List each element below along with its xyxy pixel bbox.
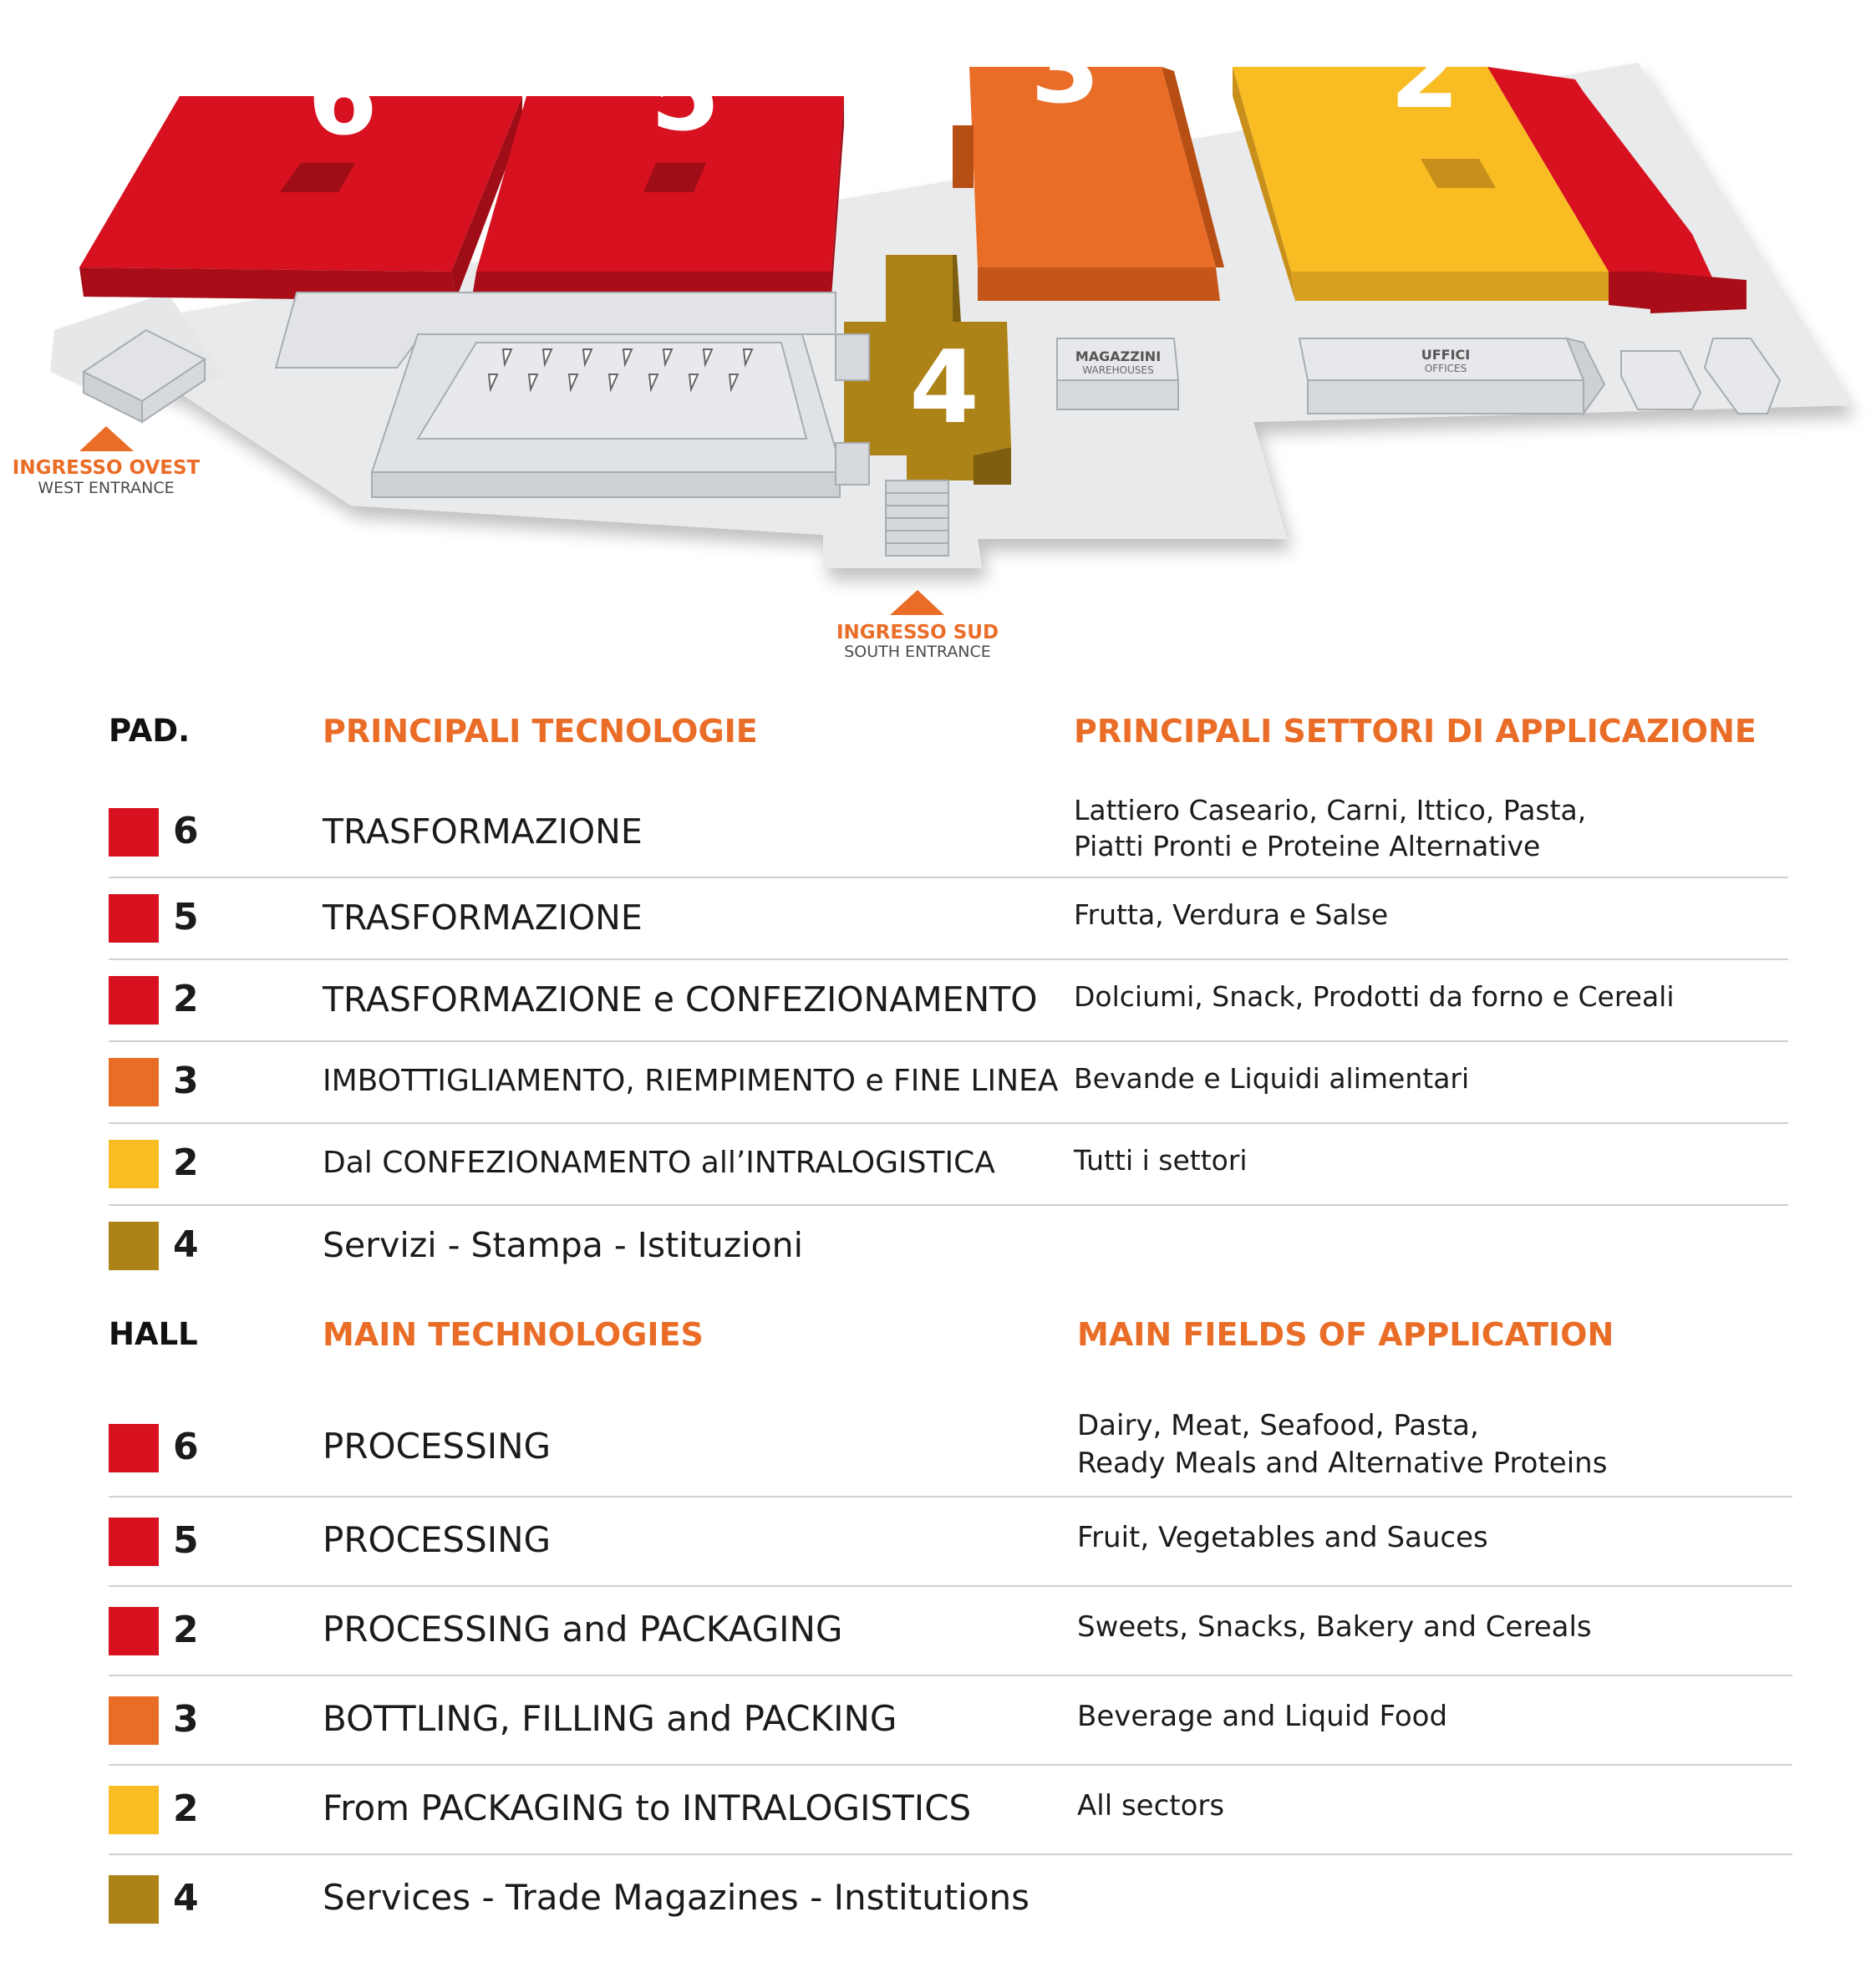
hall-color-swatch [109,976,159,1025]
legend-english [109,1316,1792,1943]
hall-number: 2 [173,1608,199,1651]
legend-row [109,788,1788,878]
technology-label: Servizi - Stampa - Istituzioni [323,1224,804,1265]
application-fields [1077,1787,1224,1824]
hall-color-swatch [109,1696,159,1745]
column-header-hall: HALL [109,1316,198,1352]
technology-label: IMBOTTIGLIAMENTO, RIEMPIMENTO e FINE LINEA [323,1063,1059,1098]
application-fields [1074,897,1388,933]
map-svg [0,0,1876,669]
technology-label: From PACKAGING to INTRALOGISTICS [323,1787,972,1829]
legend-row [109,1855,1792,1943]
hall-color-swatch [109,1607,159,1655]
hall-color-swatch [109,1424,159,1472]
south-entrance-label-it: INGRESSO SUD [836,622,999,643]
technology-label: PROCESSING [323,1426,552,1467]
application-field-line: Frutta, Verdura e Salse [1074,897,1389,931]
legend-row [109,960,1788,1042]
application-field-line: Bevande e Liquidi alimentari [1074,1061,1470,1095]
application-field-line: Sweets, Snacks, Bakery and Cereals [1077,1610,1592,1645]
application-fields [1077,1698,1447,1735]
hall-color-swatch [109,1058,159,1106]
hall-number: 5 [173,896,199,938]
legend-row [109,1206,1788,1286]
hall-color-swatch [109,808,159,857]
hall-number: 3 [173,1697,199,1741]
column-header-pad: PAD. [109,713,191,749]
application-field-line: All sectors [1077,1789,1225,1823]
technology-label: Dal CONFEZIONAMENTO all’INTRALOGISTICA [323,1145,995,1180]
hall-number: 4 [173,1223,199,1266]
west-entrance-arrow-icon [79,426,134,451]
hall-number: 5 [173,1518,199,1562]
technology-label: TRASFORMAZIONE e CONFEZIONAMENTO [323,979,1038,1019]
column-header-technologies: PRINCIPALI TECNOLOGIE [323,713,758,750]
legend-row [109,1400,1792,1497]
application-fields [1077,1519,1488,1556]
hall-6-building[interactable] [79,96,522,301]
column-header-fields: PRINCIPALI SETTORI DI APPLICAZIONE [1074,713,1757,750]
hall-number: 2 [173,1141,199,1184]
hall-3-label: 3 [1030,10,1101,126]
column-header-technologies: MAIN TECHNOLOGIES [323,1316,704,1353]
application-fields [1077,1407,1607,1481]
application-field-line: Fruit, Vegetables and Sauces [1077,1521,1488,1555]
hall-number: 3 [173,1060,199,1102]
technology-label: PROCESSING and PACKAGING [323,1609,843,1650]
hall-color-swatch [109,1222,159,1270]
legend-italian-header [109,713,1792,788]
legend-row [109,1497,1792,1587]
hall-2-label: 2 [1390,15,1460,131]
hall-4-label: 4 [909,330,979,446]
hall-number: 6 [173,810,199,852]
technology-label: BOTTLING, FILLING and PACKING [323,1698,897,1740]
technology-label: TRASFORMAZIONE [323,811,643,852]
technology-label: Services - Trade Magazines - Institutions [323,1877,1030,1919]
application-fields [1077,1609,1592,1645]
legend-row [109,1766,1792,1855]
application-fields [1074,1061,1469,1097]
application-field-line: Beverage and Liquid Food [1077,1700,1448,1734]
hall-color-swatch [109,1140,159,1188]
hall-color-swatch [109,1786,159,1834]
hall-color-swatch [109,1518,159,1566]
hall-number: 6 [173,1425,199,1468]
hall-color-swatch [109,1875,159,1924]
legend-row [109,1042,1788,1124]
application-field-line: Lattiero Caseario, Carni, Ittico, Pasta, [1074,794,1587,827]
application-fields [1074,1143,1248,1179]
application-field-line: Tutti i settori [1074,1143,1248,1177]
technology-label: PROCESSING [323,1519,552,1561]
legend-row [109,1124,1788,1206]
offices-label-en: OFFICES [1424,363,1467,374]
legend-english-header [109,1316,1792,1400]
application-fields [1074,979,1675,1015]
exhibition-map [0,0,1876,669]
column-header-fields: MAIN FIELDS OF APPLICATION [1077,1316,1614,1353]
hall-5-label: 5 [650,38,720,154]
hall-number: 2 [173,978,199,1020]
application-field-line: Ready Meals and Alternative Proteins [1077,1446,1608,1480]
hall-6-label: 6 [308,42,378,158]
application-field-line: Piatti Pronti e Proteine Alternative [1074,830,1541,862]
west-entrance-label-en: WEST ENTRANCE [38,479,175,497]
legend-row [109,1587,1792,1676]
south-entrance-label-en: SOUTH ENTRANCE [844,643,991,661]
south-entrance-arrow-icon [890,590,944,615]
technology-label: TRASFORMAZIONE [323,897,643,938]
application-field-line: Dolciumi, Snack, Prodotti da forno e Cereali [1074,979,1675,1013]
legend-row [109,878,1788,960]
warehouses-label-en: WAREHOUSES [1082,364,1154,376]
west-entrance-label-it: INGRESSO OVEST [12,457,201,479]
hall-number: 4 [173,1876,199,1919]
legend-row [109,1676,1792,1766]
warehouses-label-it: MAGAZZINI [1075,348,1162,364]
hall-number: 2 [173,1787,199,1830]
application-fields [1074,793,1586,865]
application-field-line: Dairy, Meat, Seafood, Pasta, [1077,1409,1479,1443]
hall-color-swatch [109,894,159,943]
offices-label-it: UFFICI [1421,347,1471,363]
legend-italian [109,713,1792,1286]
